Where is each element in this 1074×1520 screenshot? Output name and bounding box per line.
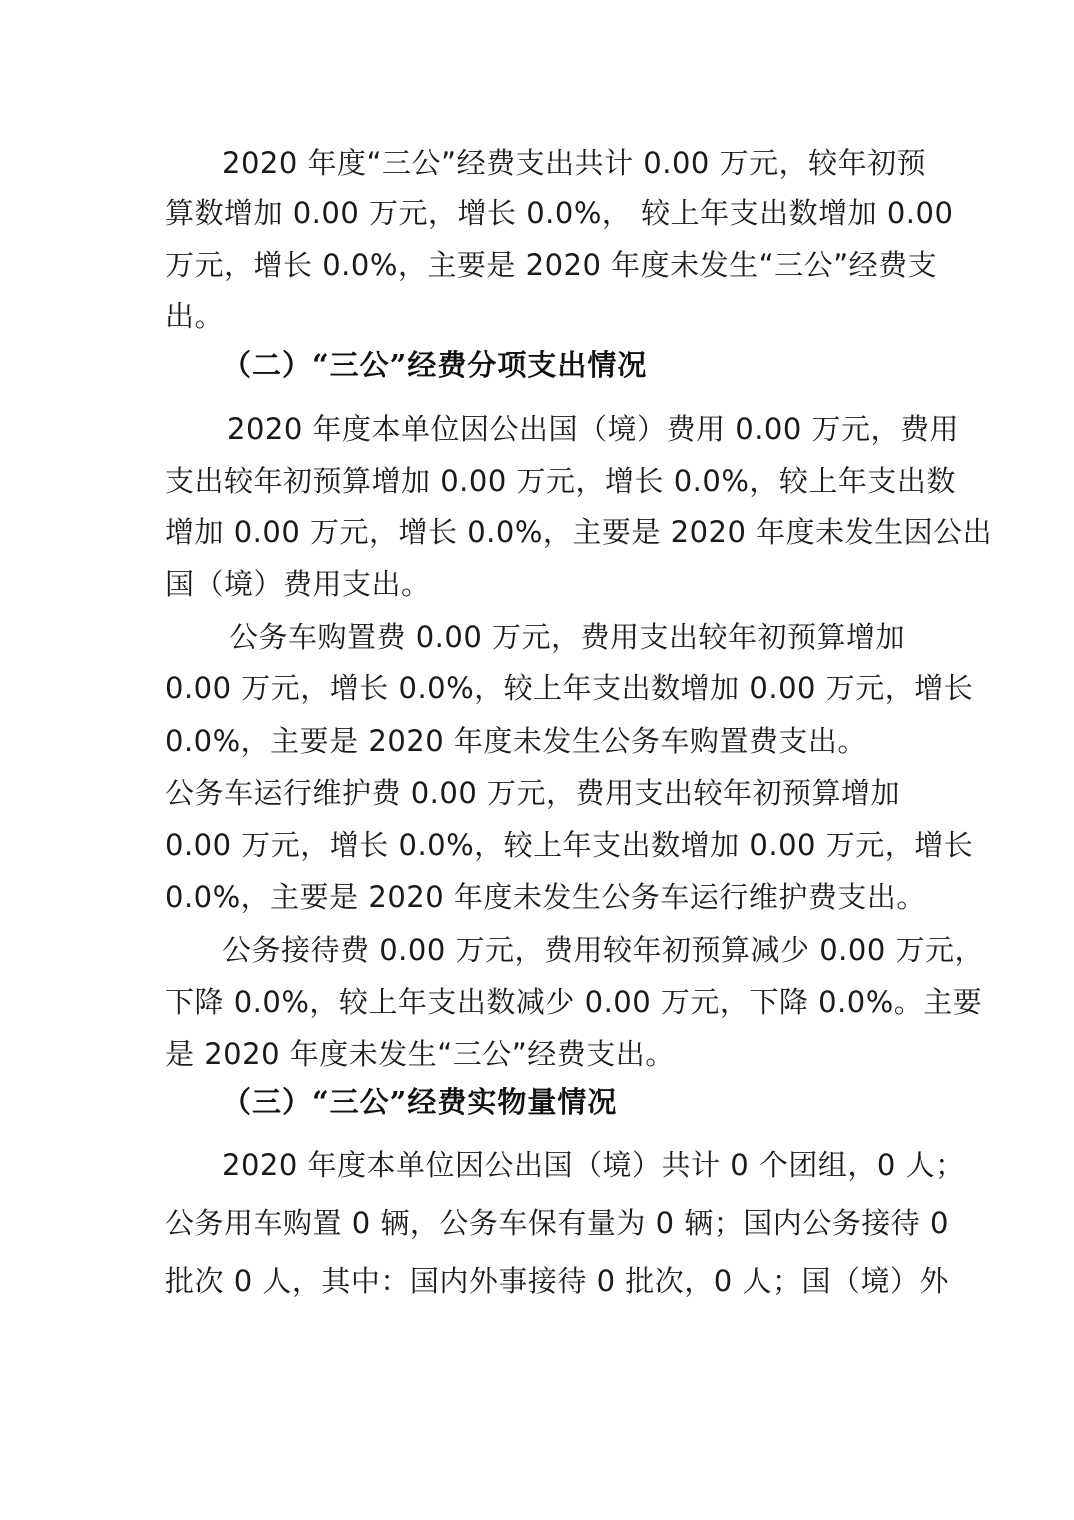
paragraph-5-line-3: 是 2020 年度未发生“三公”经费支出。 bbox=[165, 1037, 675, 1071]
paragraph-6-line-1: 2020 年度本单位因公出国（境）共计 0 个团组，0 人； bbox=[222, 1148, 965, 1182]
paragraph-2-line-2: 支出较年初预算增加 0.00 万元，增长 0.0%，较上年支出数 bbox=[165, 464, 956, 498]
paragraph-2-line-4: 国（境）费用支出。 bbox=[165, 567, 431, 601]
paragraph-2-line-3: 增加 0.00 万元，增长 0.0%，主要是 2020 年度未发生因公出 bbox=[165, 515, 993, 549]
paragraph-6-line-3: 批次 0 人，其中：国内外事接待 0 批次，0 人；国（境）外 bbox=[165, 1264, 949, 1298]
paragraph-1-line-2: 算数增加 0.00 万元，增长 0.0%， 较上年支出数增加 0.00 bbox=[165, 196, 954, 230]
section-heading-3: （三）“三公”经费实物量情况 bbox=[222, 1085, 618, 1119]
paragraph-3-line-2: 0.00 万元，增长 0.0%，较上年支出数增加 0.00 万元，增长 bbox=[165, 671, 974, 705]
paragraph-5-line-1: 公务接待费 0.00 万元，费用较年初预算减少 0.00 万元， bbox=[222, 933, 985, 967]
section-heading-2: （二）“三公”经费分项支出情况 bbox=[222, 348, 648, 382]
paragraph-1-line-1: 2020 年度“三公”经费支出共计 0.00 万元，较年初预 bbox=[222, 146, 927, 180]
paragraph-6-line-2: 公务用车购置 0 辆，公务车保有量为 0 辆；国内公务接待 0 bbox=[165, 1206, 949, 1240]
paragraph-2-line-1: 2020 年度本单位因公出国（境）费用 0.00 万元，费用 bbox=[227, 412, 960, 446]
paragraph-1-line-3: 万元，增长 0.0%，主要是 2020 年度未发生“三公”经费支 bbox=[165, 248, 938, 282]
paragraph-3-line-3: 0.0%，主要是 2020 年度未发生公务车购置费支出。 bbox=[165, 724, 867, 758]
paragraph-4-line-1: 公务车运行维护费 0.00 万元，费用支出较年初预算增加 bbox=[165, 776, 901, 810]
paragraph-5-line-2: 下降 0.0%，较上年支出数减少 0.00 万元，下降 0.0%。主要 bbox=[165, 985, 983, 1019]
paragraph-3-line-1: 公务车购置费 0.00 万元，费用支出较年初预算增加 bbox=[229, 620, 906, 654]
paragraph-4-line-2: 0.00 万元，增长 0.0%，较上年支出数增加 0.00 万元，增长 bbox=[165, 828, 974, 862]
paragraph-4-line-3: 0.0%，主要是 2020 年度未发生公务车运行维护费支出。 bbox=[165, 880, 926, 914]
paragraph-1-line-4: 出。 bbox=[165, 299, 225, 333]
